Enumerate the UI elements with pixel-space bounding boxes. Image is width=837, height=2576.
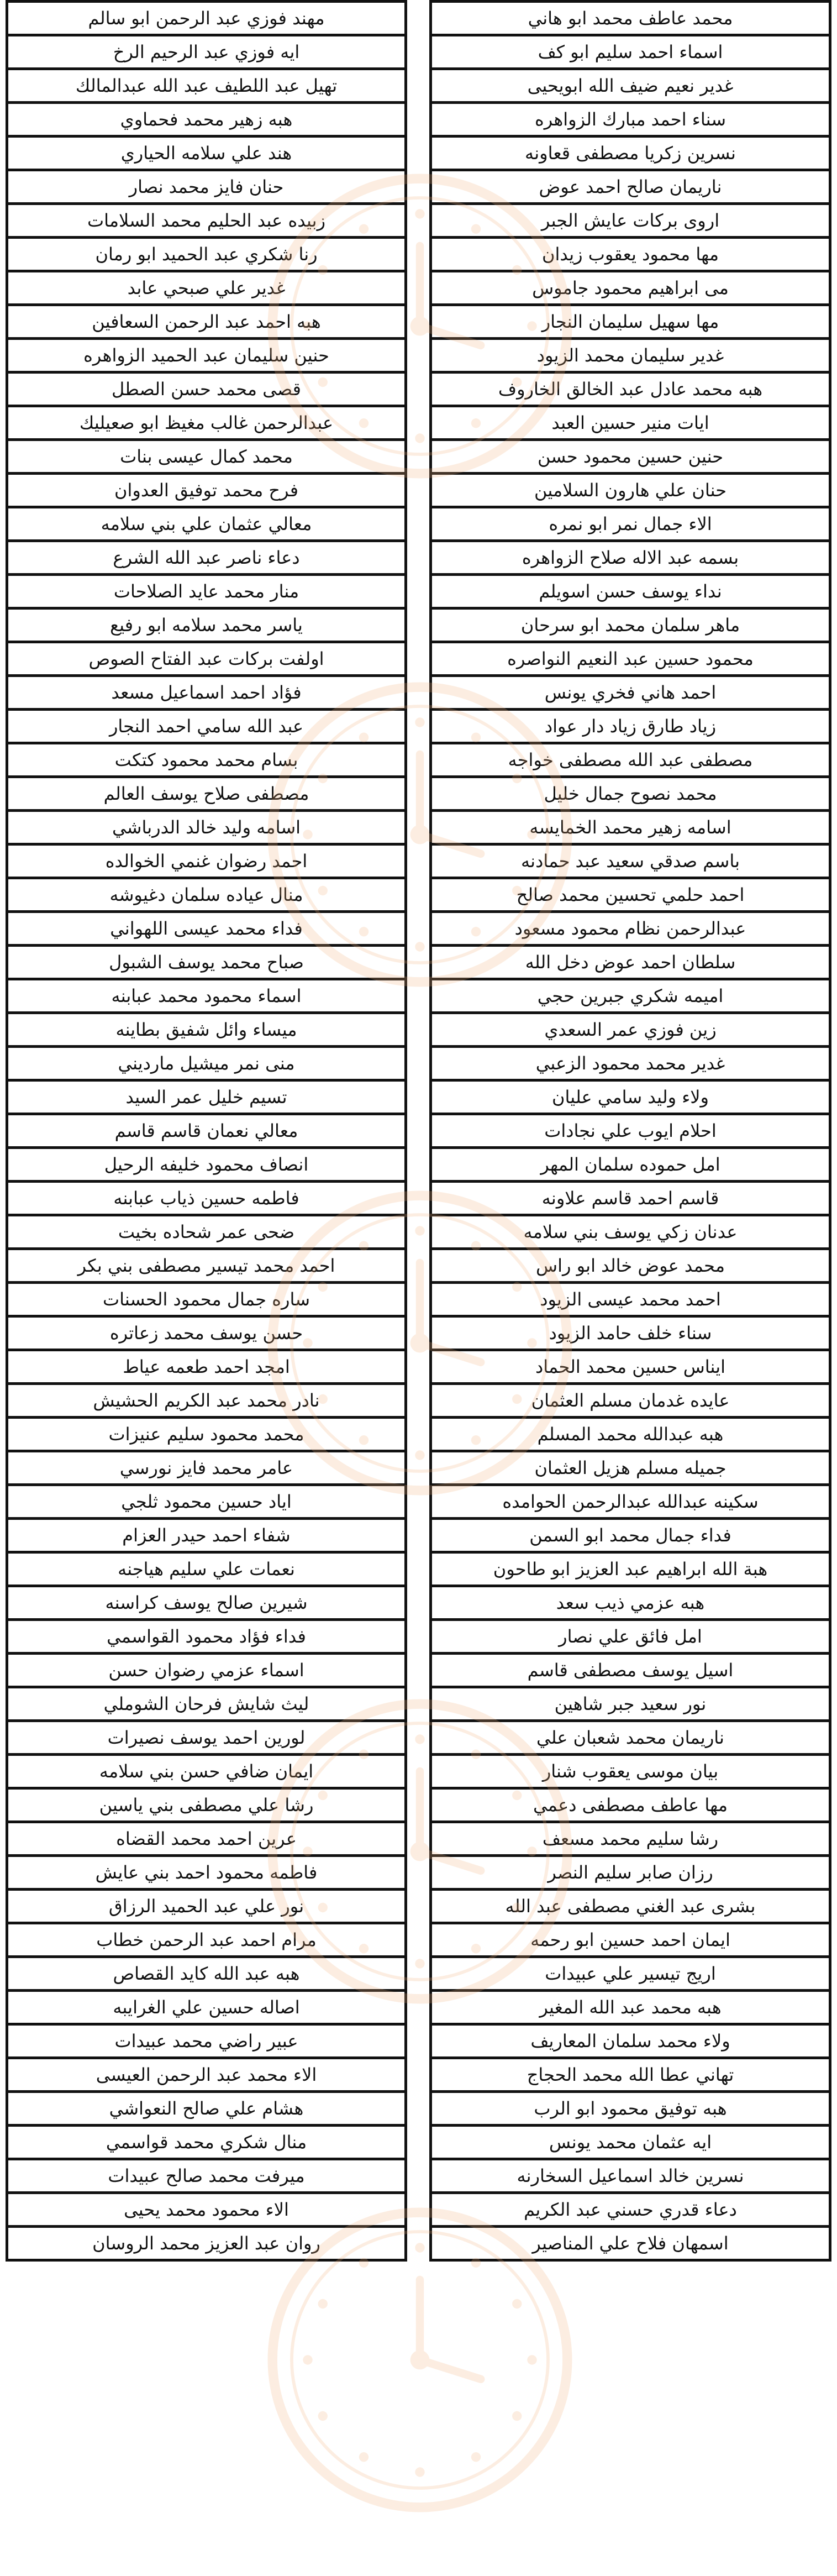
person-name: ايات منير حسين العبد [551, 412, 709, 433]
person-name: محمد كمال عيسى بنات [120, 446, 293, 467]
person-name: هبه عبد الله كايد القصاص [113, 1963, 300, 1984]
name-row [432, 1183, 829, 1216]
name-row [432, 846, 829, 879]
person-name: محمد عوض خالد ابو راس [536, 1255, 725, 1276]
name-row [432, 306, 829, 340]
name-row [8, 778, 404, 812]
person-name: ميساء وائل شفيق بطاينه [115, 1019, 297, 1040]
name-row [432, 879, 829, 913]
name-row [432, 1857, 829, 1891]
name-row [432, 1891, 829, 1924]
name-row [432, 1385, 829, 1419]
person-name: اولفت بركات عبد الفتاح الصوص [88, 648, 324, 669]
name-row [8, 1486, 404, 1520]
name-row [432, 171, 829, 205]
person-name: محمد عاطف محمد ابو هاني [528, 8, 733, 29]
name-row [8, 1688, 404, 1722]
name-row [432, 744, 829, 778]
right-name-column [429, 0, 831, 2576]
person-name: نسرين زكريا مصطفى قعاونه [525, 143, 736, 164]
name-row [8, 1183, 404, 1216]
name-row [8, 2093, 404, 2127]
name-row [432, 1082, 829, 1115]
name-row [432, 2093, 829, 2127]
name-row [432, 1419, 829, 1452]
person-name: تسيم خليل عمر السيد [125, 1087, 287, 1108]
person-name: امجد احمد طعمه عياط [123, 1356, 290, 1377]
person-name: ايمان ضافي حسن بني سلامه [99, 1761, 314, 1782]
name-row [432, 1621, 829, 1655]
name-row [8, 1655, 404, 1688]
person-name: ناريمان صالح احمد عوض [539, 176, 722, 197]
person-name: معالي عثمان علي بني سلامه [101, 513, 312, 534]
person-name: قاسم احمد قاسم علاونه [541, 1188, 719, 1209]
person-name: اريج تيسير علي عبيدات [545, 1963, 716, 1984]
name-row [8, 508, 404, 542]
person-name: زين فوزي عمر السعدي [544, 1019, 717, 1040]
name-row [8, 542, 404, 576]
name-row [8, 1891, 404, 1924]
name-row [432, 2160, 829, 2194]
person-name: زياد طارق زياد دار عواد [544, 716, 717, 737]
name-row [8, 677, 404, 711]
person-name: عدنان زكي يوسف بني سلامه [523, 1221, 738, 1242]
name-row [432, 1486, 829, 1520]
person-name: احلام ايوب علي نجادات [544, 1120, 717, 1141]
name-row [432, 1688, 829, 1722]
person-name: دعاء ناصر عبد الله الشرع [113, 547, 300, 568]
name-row [432, 1924, 829, 1958]
name-row [8, 1992, 404, 2026]
person-name: زبيده عبد الحليم محمد السلامات [87, 210, 326, 231]
person-name: صباح محمد يوسف الشبول [109, 952, 304, 973]
name-row [432, 2059, 829, 2093]
person-name: امل فائق علي نصار [559, 1626, 702, 1647]
person-name: فرح محمد توفيق العدوان [114, 480, 298, 501]
person-name: محمود حسين عبد النعيم النواصره [507, 648, 754, 669]
person-name: ماهر سلمان محمد ابو سرحان [520, 615, 740, 636]
person-name: تهاني عطا الله محمد الحجاج [527, 2064, 734, 2085]
person-name: ولاء محمد سلمان المعاريف [530, 2031, 730, 2052]
name-row [432, 508, 829, 542]
name-row [8, 1520, 404, 1554]
name-row [8, 1790, 404, 1823]
person-name: مها سهيل سليمان النجار [541, 311, 719, 332]
person-name: سناء احمد مبارك الزواهره [534, 109, 727, 130]
name-row [8, 1554, 404, 1587]
name-row [8, 205, 404, 239]
name-row [432, 1823, 829, 1857]
name-row [8, 2194, 404, 2228]
name-row [432, 1554, 829, 1587]
name-row [8, 643, 404, 677]
person-name: دعاء قدري حسني عبد الكريم [524, 2199, 737, 2220]
name-row [8, 272, 404, 306]
person-name: نادر محمد عبد الكريم الحشيش [93, 1390, 320, 1411]
name-row [8, 1115, 404, 1149]
person-name: عبدالرحمن نظام محمود مسعود [514, 918, 746, 939]
name-row [432, 1992, 829, 2026]
name-row [432, 610, 829, 643]
person-name: لورين احمد يوسف نصيرات [107, 1727, 306, 1748]
name-row [8, 3, 404, 36]
person-name: فاطمه حسين ذياب عبابنه [113, 1188, 299, 1209]
person-name: بسام محمد محمود كتكت [114, 749, 298, 770]
name-row [8, 879, 404, 913]
person-name: اسماء محمود محمد عبابنه [111, 985, 302, 1006]
name-row [432, 1587, 829, 1621]
person-name: احمد رضوان غنمي الخوالده [105, 851, 308, 872]
person-name: نسرين خالد اسماعيل السخارنه [517, 2165, 744, 2186]
name-row [432, 711, 829, 744]
person-name: هند علي سلامه الحياري [120, 143, 292, 164]
name-row [432, 812, 829, 846]
name-row [432, 1048, 829, 1082]
name-row [432, 3, 829, 36]
name-row [432, 2228, 829, 2262]
person-name: روان عبد العزيز محمد الروسان [92, 2233, 320, 2254]
name-row [8, 980, 404, 1014]
person-name: احمد حلمي تحسين محمد صالح [516, 884, 745, 905]
name-row [432, 1520, 829, 1554]
person-name: بسمه عبد الاله صلاح الزواهره [522, 547, 739, 568]
name-row [8, 70, 404, 104]
name-row [432, 1452, 829, 1486]
person-name: هبه عبدالله محمد المسلم [537, 1424, 724, 1445]
person-name: ايه عثمان محمد يونس [549, 2132, 712, 2153]
name-row [432, 1014, 829, 1048]
person-name: باسم صدقي سعيد عبد حمادنه [521, 851, 740, 872]
name-row [432, 104, 829, 138]
person-name: اسامه زهير محمد الخمايسه [529, 817, 731, 838]
name-row [432, 2127, 829, 2160]
name-row [8, 1419, 404, 1452]
name-row [8, 1756, 404, 1790]
name-row [8, 1823, 404, 1857]
person-name: غدير محمد محمود الزعبي [535, 1053, 725, 1074]
name-row [8, 1351, 404, 1385]
name-row [432, 1756, 829, 1790]
person-name: فداء فؤاد محمود القواسمي [107, 1626, 306, 1647]
name-row [432, 205, 829, 239]
person-name: نور سعيد جبر شاهين [554, 1693, 707, 1714]
person-name: رنا شكري عبد الحميد ابو رمان [95, 244, 318, 265]
name-row [432, 1216, 829, 1250]
name-row [432, 1655, 829, 1688]
person-name: ولاء وليد سامي عليان [552, 1087, 709, 1108]
name-row [432, 1115, 829, 1149]
person-name: شفاء احمد حيدر العزام [122, 1525, 291, 1546]
name-row [432, 1149, 829, 1183]
name-row [8, 2160, 404, 2194]
person-name: ايمان احمد حسين ابو رحمه [530, 1929, 730, 1950]
person-name: اسامه وليد خالد الدرباشي [112, 817, 301, 838]
name-row [8, 1621, 404, 1655]
name-row [432, 643, 829, 677]
name-row [432, 374, 829, 407]
name-row [8, 1014, 404, 1048]
person-name: ساره جمال محمود الحسنات [102, 1289, 310, 1310]
person-name: مها محمود يعقوب زيدان [542, 244, 719, 265]
person-name: عبد الله سامي احمد النجار [109, 716, 304, 737]
person-name: احمد هاني فخري يونس [544, 682, 717, 703]
name-row [8, 812, 404, 846]
person-name: هبه عزمي ذيب سعد [556, 1592, 705, 1613]
name-row [8, 576, 404, 610]
person-name: ايناس حسين محمد الحماد [535, 1356, 725, 1377]
name-row [432, 1351, 829, 1385]
name-row [8, 138, 404, 171]
name-row [432, 70, 829, 104]
name-row [8, 340, 404, 374]
name-row [8, 441, 404, 475]
person-name: اروى بركات عايش الجبر [541, 210, 720, 231]
person-name: فداء محمد عيسى اللهواني [110, 918, 303, 939]
person-name: هبه توفيق محمود ابو الرب [534, 2098, 727, 2119]
name-row [8, 846, 404, 879]
person-name: عايده غدمان مسلم العثمان [531, 1390, 730, 1411]
name-row [432, 138, 829, 171]
name-row [432, 980, 829, 1014]
person-name: اسيل يوسف مصطفى قاسم [527, 1660, 734, 1681]
person-name: مرام احمد عبد الرحمن خطاب [96, 1929, 317, 1950]
person-name: عبدالرحمن غالب مغيظ ابو صعيليك [79, 412, 334, 433]
person-name: هشام علي صالح النعواشي [109, 2098, 304, 2119]
name-row [8, 2127, 404, 2160]
person-name: عبير راضي محمد عبيدات [114, 2031, 298, 2052]
person-name: الاء محمد عبد الرحمن العيسى [96, 2064, 317, 2085]
person-name: رزان صابر سليم النصر [548, 1862, 713, 1883]
person-name: ايه فوزي عبد الرحيم الرخ [113, 41, 300, 62]
person-name: مى ابراهيم محمود جاموس [532, 277, 729, 298]
name-row [8, 744, 404, 778]
name-row [432, 2194, 829, 2228]
name-row [8, 104, 404, 138]
person-name: هبه احمد عبد الرحمن السعافين [92, 311, 321, 332]
person-name: ميرفت محمد صالح عبيدات [108, 2165, 305, 2186]
person-name: ياسر محمد سلامه ابو رفيع [110, 615, 303, 636]
person-name: اصاله حسين علي الغرايبه [113, 1997, 300, 2018]
name-row [8, 1722, 404, 1756]
person-name: حنان علي هارون السلامين [534, 480, 727, 501]
person-name: مصطفى صلاح يوسف العالم [103, 783, 309, 804]
person-name: ناريمان محمد شعبان علي [536, 1727, 724, 1748]
name-row [8, 475, 404, 508]
name-row [8, 1452, 404, 1486]
name-row [432, 36, 829, 70]
person-name: فؤاد احمد اسماعيل مسعد [111, 682, 302, 703]
name-row [8, 306, 404, 340]
person-name: سكينه عبدالله عبدالرحمن الحوامده [502, 1491, 759, 1512]
person-name: اسمهان فلاح علي المناصير [532, 2233, 729, 2254]
name-row [8, 1958, 404, 1992]
person-name: حنان فايز محمد نصار [129, 176, 284, 197]
person-name: احمد محمد تيسير مصطفى بني بكر [77, 1255, 335, 1276]
person-name: هبة الله ابراهيم عبد العزيز ابو طاحون [493, 1559, 768, 1580]
person-name: شيرين صالح يوسف كراسنه [105, 1592, 308, 1613]
person-name: منال شكري محمد قواسمي [106, 2132, 307, 2153]
person-name: غدير نعيم ضيف الله ابويحيى [527, 75, 734, 96]
person-name: محمد نصوح جمال خليل [544, 783, 717, 804]
person-name: محمد محمود سليم عنيزات [108, 1424, 304, 1445]
person-name: بشرى عبد الغني مصطفى عبد الله [505, 1896, 756, 1917]
name-row [432, 1790, 829, 1823]
name-row [8, 1318, 404, 1351]
name-row [432, 542, 829, 576]
person-name: فاطمه محمود احمد بني عايش [95, 1862, 318, 1883]
person-name: جميله مسلم هزيل العثمان [534, 1457, 727, 1478]
person-name: نداء يوسف حسن اسويلم [539, 581, 722, 602]
person-name: نور علي عبد الحميد الرزاق [108, 1896, 304, 1917]
name-row [432, 1284, 829, 1318]
name-row [432, 677, 829, 711]
person-name: تهيل عبد اللطيف عبد الله عبدالمالك [75, 75, 338, 96]
person-name: منال عياده سلمان دغيوشه [109, 884, 303, 905]
name-row [8, 1587, 404, 1621]
person-name: اسماء احمد سليم ابو كف [538, 41, 723, 62]
name-row [8, 239, 404, 272]
person-name: انصاف محمود خليفه الرحيل [104, 1154, 309, 1175]
person-name: غدير علي صبحي عابد [127, 277, 286, 298]
name-row [432, 1722, 829, 1756]
person-name: بيان موسى يعقوب شنار [542, 1761, 719, 1782]
name-row [8, 374, 404, 407]
name-row [8, 1082, 404, 1115]
person-name: مهند فوزي عبد الرحمن ابو سالم [88, 8, 325, 29]
person-name: سناء خلف حامد الزيود [549, 1323, 712, 1344]
name-row [8, 171, 404, 205]
person-name: منى نمر ميشيل مارديني [118, 1053, 295, 1074]
name-row [432, 407, 829, 441]
name-row [8, 407, 404, 441]
person-name: امل حموده سلمان المهر [540, 1154, 720, 1175]
name-row [8, 947, 404, 980]
person-name: اسماء عزمي رضوان حسن [108, 1660, 304, 1681]
name-row [8, 1048, 404, 1082]
person-name: اياد حسين محمود ثلجي [121, 1491, 292, 1512]
name-row [8, 1216, 404, 1250]
name-row [432, 475, 829, 508]
person-name: سلطان احمد عوض دخل الله [525, 952, 736, 973]
person-name: مصطفى عبد الله مصطفى خواجه [508, 749, 753, 770]
person-name: هبه محمد عبد الله المغير [539, 1997, 722, 2018]
person-name: الاء جمال نمر ابو نمره [549, 513, 712, 534]
name-row [432, 1318, 829, 1351]
person-name: رشا سليم محمد مسعف [542, 1828, 719, 1849]
person-name: عامر محمد فايز نورسي [119, 1457, 293, 1478]
person-name: غدير سليمان محمد الزيود [536, 345, 724, 366]
person-name: احمد محمد عيسى الزيود [540, 1289, 721, 1310]
name-row [8, 1284, 404, 1318]
name-row [8, 1250, 404, 1284]
name-row [432, 778, 829, 812]
person-name: ليث شايش فرحان الشوملي [103, 1693, 309, 1714]
name-row [432, 441, 829, 475]
name-row [8, 2026, 404, 2059]
person-name: نعمات علي سليم هياجنه [118, 1559, 295, 1580]
name-row [432, 947, 829, 980]
name-row [8, 1924, 404, 1958]
name-row [8, 1857, 404, 1891]
left-name-column [6, 0, 407, 2576]
person-name: قصى محمد حسن الصطل [112, 379, 301, 400]
name-row [432, 913, 829, 947]
person-name: معالي نعمان قاسم قاسم [114, 1120, 298, 1141]
person-name: هبه محمد عادل عبد الخالق الخاروف [498, 379, 763, 400]
name-row [8, 610, 404, 643]
name-row [8, 2228, 404, 2262]
name-row [8, 913, 404, 947]
name-row [432, 1250, 829, 1284]
name-row [8, 2059, 404, 2093]
name-row [432, 576, 829, 610]
person-name: فداء جمال محمد ابو السمن [529, 1525, 731, 1546]
name-row [8, 1149, 404, 1183]
person-name: رشا علي مصطفى بني ياسين [99, 1795, 314, 1816]
person-name: هبه زهير محمد فحماوي [120, 109, 293, 130]
name-row [8, 711, 404, 744]
person-name: الاء محمود محمد يحيى [124, 2199, 289, 2220]
right-name-table [429, 0, 831, 2262]
person-name: عرين احمد محمد القضاه [116, 1828, 297, 1849]
name-row [432, 1958, 829, 1992]
name-row [8, 36, 404, 70]
name-row [8, 1385, 404, 1419]
person-name: ضحى عمر شحاده بخيت [118, 1221, 295, 1242]
name-row [432, 239, 829, 272]
name-row [432, 272, 829, 306]
person-name: حنين حسين محمود حسن [537, 446, 724, 467]
name-row [432, 340, 829, 374]
name-row [432, 2026, 829, 2059]
person-name: حسن يوسف محمد زعاتره [109, 1323, 303, 1344]
person-name: منار محمد عايد الصلاحات [113, 581, 299, 602]
left-name-table [6, 0, 407, 2262]
person-name: حنين سليمان عبد الحميد الزواهره [83, 345, 329, 366]
person-name: مها عاطف مصطفى دعمي [533, 1795, 728, 1816]
person-name: اميمه شكري جبرين حجي [537, 985, 724, 1006]
